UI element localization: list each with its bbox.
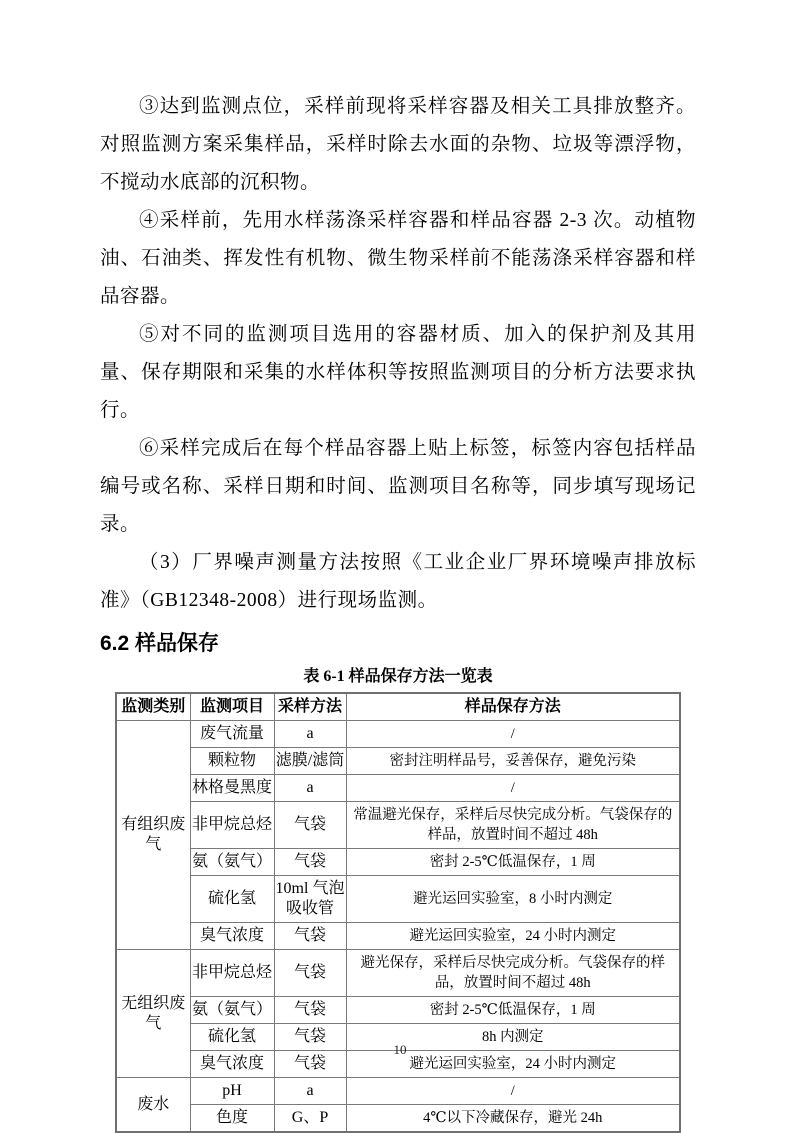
method-cell: 气袋 <box>274 1051 346 1078</box>
paragraph-rinse-containers: ④采样前，先用水样荡涤采样容器和样品容器 2-3 次。动植物油、石油类、挥发性有机物、微生物采样前不能荡涤采样容器和样品容器。 <box>100 210 696 307</box>
table-header-row <box>116 693 680 721</box>
method-cell: a <box>274 1078 346 1105</box>
paragraph-sampling-point: ③达到监测点位，采样前现将采样容器及相关工具排放整齐。对照监测方案采集样品，采样时除去水面的杂物、垃圾等漂浮物，不搅动水底部的沉积物。 <box>100 96 696 193</box>
table-row <box>116 849 680 876</box>
method-cell: 滤膜/滤筒 <box>274 748 346 775</box>
method-cell: a <box>274 721 346 748</box>
preservation-cell: 常温避光保存，采样后尽快完成分析。气袋保存的样品，放置时间不超过 48h <box>346 802 680 849</box>
method-cell: a <box>274 775 346 802</box>
category-cell-fugitive-gas: 无组织废气 <box>116 950 190 1078</box>
method-cell: 气袋 <box>274 923 346 950</box>
preservation-cell: 密封注明样品号，妥善保存，避免污染 <box>346 748 680 775</box>
paragraph-noise-method: （3）厂界噪声测量方法按照《工业企业厂界环境噪声排放标准》（GB12348-2008）进行现场监测。 <box>100 552 696 611</box>
item-cell: 臭气浓度 <box>190 923 274 950</box>
item-cell: 废气流量 <box>190 721 274 748</box>
item-cell: 颗粒物 <box>190 748 274 775</box>
section-heading: 6.2 样品保存 <box>100 632 220 655</box>
category-cell-organized-gas: 有组织废气 <box>116 721 190 950</box>
method-cell: 气袋 <box>274 1024 346 1051</box>
table-row <box>116 775 680 802</box>
table-row <box>116 748 680 775</box>
preservation-cell: 8h 内测定 <box>346 1024 680 1051</box>
method-cell: 气袋 <box>274 802 346 849</box>
table-row <box>116 923 680 950</box>
preservation-cell: 4℃以下冷藏保存，避光 24h <box>346 1105 680 1133</box>
header-cell-category: 监测类别 <box>116 693 190 721</box>
item-cell: pH <box>190 1078 274 1105</box>
item-cell: 硫化氢 <box>190 1024 274 1051</box>
preservation-cell: / <box>346 721 680 748</box>
preservation-cell: 避光运回实验室，24 小时内测定 <box>346 1051 680 1078</box>
table-row <box>116 1105 680 1133</box>
item-cell: 硫化氢 <box>190 876 274 923</box>
table-row <box>116 950 680 997</box>
preservation-cell: 密封 2-5℃低温保存，1 周 <box>346 997 680 1024</box>
method-cell: 气袋 <box>274 849 346 876</box>
body-text-block <box>100 88 696 620</box>
method-cell: G、P <box>274 1105 346 1133</box>
preservation-cell: 避光保存，采样后尽快完成分析。气袋保存的样品，放置时间不超过 48h <box>346 950 680 997</box>
method-cell: 10ml 气泡吸收管 <box>274 876 346 923</box>
table-row <box>116 1078 680 1105</box>
table-title: 表 6-1 样品保存方法一览表 <box>303 668 493 685</box>
header-cell-item: 监测项目 <box>190 693 274 721</box>
sample-preservation-table <box>115 692 681 1133</box>
table-row <box>116 997 680 1024</box>
table-row <box>116 876 680 923</box>
preservation-cell: 避光运回实验室，24 小时内测定 <box>346 923 680 950</box>
header-cell-preservation: 样品保存方法 <box>346 693 680 721</box>
category-cell-wastewater: 废水 <box>116 1078 190 1133</box>
item-cell: 非甲烷总烃 <box>190 802 274 849</box>
method-cell: 气袋 <box>274 950 346 997</box>
paragraph-container-material: ⑤对不同的监测项目选用的容器材质、加入的保护剂及其用量、保存期限和采集的水样体积等按照监测项目的分析方法要求执行。 <box>100 324 696 421</box>
page-number: 10 <box>393 1042 407 1057</box>
item-cell: 色度 <box>190 1105 274 1133</box>
preservation-cell: 避光运回实验室，8 小时内测定 <box>346 876 680 923</box>
table-row <box>116 721 680 748</box>
paragraph-labeling: ⑥采样完成后在每个样品容器上贴上标签，标签内容包括样品编号或名称、采样日期和时间、监测项目名称等，同步填写现场记录。 <box>100 438 696 535</box>
item-cell: 氨（氨气） <box>190 997 274 1024</box>
method-cell: 气袋 <box>274 997 346 1024</box>
preservation-cell: / <box>346 775 680 802</box>
header-cell-method: 采样方法 <box>274 693 346 721</box>
preservation-cell: 密封 2-5℃低温保存，1 周 <box>346 849 680 876</box>
item-cell: 氨（氨气） <box>190 849 274 876</box>
preservation-cell: / <box>346 1078 680 1105</box>
item-cell: 臭气浓度 <box>190 1051 274 1078</box>
table-row <box>116 802 680 849</box>
item-cell: 林格曼黑度 <box>190 775 274 802</box>
item-cell: 非甲烷总烃 <box>190 950 274 997</box>
